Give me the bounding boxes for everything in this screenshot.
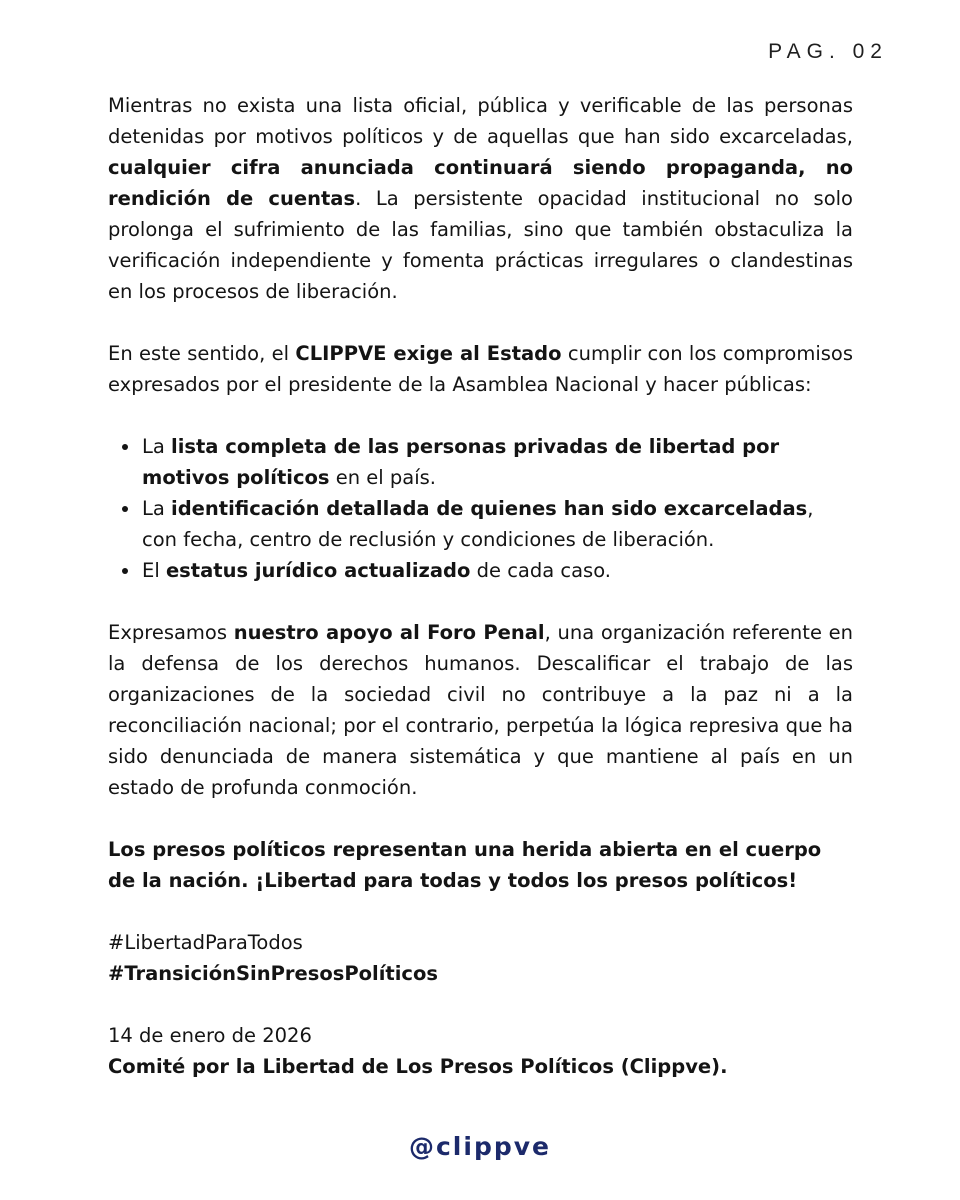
page-number: PAG. 02 — [768, 40, 888, 63]
paragraph-text: Mientras no exista una lista oficial, pública y verificable de las personas detenidas por motivos políticos y de aquellas que han sido excarceladas, — [108, 94, 853, 148]
hashtag: #LibertadParaTodos — [108, 931, 303, 954]
paragraph-support — [108, 617, 853, 803]
closing-statement: Los presos políticos representan una herida abierta en el cuerpo de la nación. ¡Libertad para todas y todos los presos políticos! — [108, 838, 822, 892]
organization-name: Comité por la Libertad de Los Presos Políticos (Clippve). — [108, 1055, 728, 1078]
paragraph-demand — [108, 338, 853, 400]
paragraph-text: . La persistente opacidad institucional no solo prolonga el sufrimiento de las familias, sino que también obstaculiza la verificación independiente y fomenta prácticas irregulares o clandestinas en los procesos de liberación. — [108, 187, 853, 303]
paragraph-emphasis: cualquier cifra anunciada continuará siendo propaganda, no rendición de cuentas — [108, 156, 853, 210]
paragraph-text: , una organización referente en la defensa de los derechos humanos. Descalificar el trabajo de las organizaciones de la sociedad civil no contribuye a la paz ni a la reconciliación nacional; por el contrario, perpetúa la lógica represiva que ha sido denunciada de manera sistemática y que mantiene al país en un estado de profunda conmoción. — [108, 621, 854, 799]
hashtag: #TransiciónSinPresosPolíticos — [108, 962, 438, 985]
paragraph-text: Expresamos — [108, 621, 234, 644]
list-item: El estatus jurídico actualizado de cada caso. — [142, 555, 853, 586]
signature — [108, 1020, 853, 1082]
list-item: La identificación detallada de quienes han sido excarceladas, con fecha, centro de reclusión y condiciones de liberación. — [142, 493, 853, 555]
statement-date: 14 de enero de 2026 — [108, 1024, 312, 1047]
paragraph-emphasis: CLIPPVE exige al Estado — [295, 342, 562, 365]
paragraph-text: cumplir con los compromisos expresados por el presidente de la Asamblea Nacional y hacer públicas: — [108, 342, 853, 396]
statement-body — [108, 90, 853, 1082]
requirements-list — [108, 431, 853, 586]
list-item: La lista completa de las personas privadas de libertad por motivos políticos en el país. — [142, 431, 853, 493]
paragraph-text: En este sentido, el — [108, 342, 296, 365]
paragraph-transparency — [108, 90, 853, 307]
social-handle: @clippve — [408, 1132, 551, 1161]
paragraph-emphasis: nuestro apoyo al Foro Penal — [233, 621, 545, 644]
hashtags — [108, 927, 853, 989]
